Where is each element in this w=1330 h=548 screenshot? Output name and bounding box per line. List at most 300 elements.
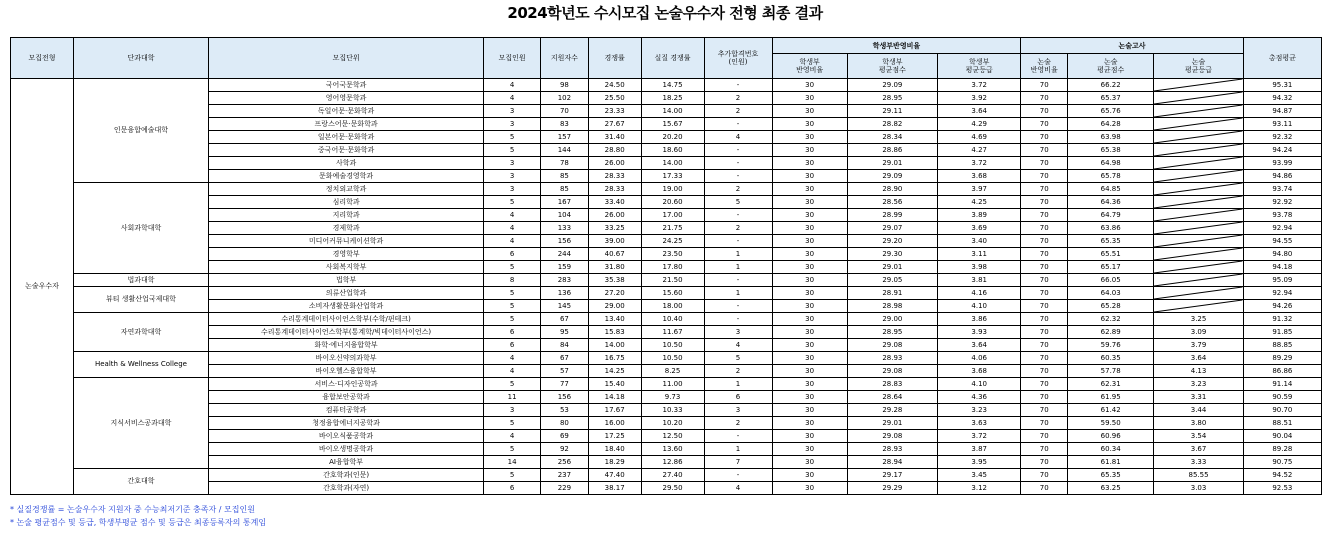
essay-ratio-cell: 70 xyxy=(1021,79,1068,92)
school-score-cell: 29.08 xyxy=(847,430,937,443)
quota-cell: 6 xyxy=(484,339,541,352)
header-school-score: 학생부 평균점수 xyxy=(847,54,937,79)
quota-cell: 3 xyxy=(484,157,541,170)
header-real-competition: 실질 경쟁률 xyxy=(641,38,704,79)
college-cell: Health & Wellness College xyxy=(73,352,208,378)
dept-cell: 바이오헬스융합학부 xyxy=(209,365,484,378)
total-average-cell: 90.59 xyxy=(1243,391,1321,404)
header-competition: 경쟁률 xyxy=(588,38,641,79)
school-ratio-cell: 30 xyxy=(772,222,847,235)
competition-cell: 17.67 xyxy=(588,404,641,417)
dept-cell: 서비스·디자인공학과 xyxy=(209,378,484,391)
essay-score-cell: 62.89 xyxy=(1068,326,1154,339)
quota-cell: 4 xyxy=(484,222,541,235)
school-score-cell: 28.90 xyxy=(847,183,937,196)
school-score-cell: 29.09 xyxy=(847,170,937,183)
essay-score-cell: 57.78 xyxy=(1068,365,1154,378)
dept-cell: 수리통계데이터사이언스학부(통계학/빅데이터사이언스) xyxy=(209,326,484,339)
extra-admission-cell: 5 xyxy=(704,352,772,365)
essay-ratio-cell: 70 xyxy=(1021,274,1068,287)
header-essay-grade: 논술 평균등급 xyxy=(1154,54,1243,79)
school-ratio-cell: 30 xyxy=(772,378,847,391)
school-grade-cell: 3.68 xyxy=(938,170,1021,183)
footnote-statistics: * 논술 평균점수 및 등급, 학생부평균 점수 및 등급은 최종등록자의 통계임 xyxy=(10,518,267,527)
college-cell: 자연과학대학 xyxy=(73,313,208,352)
total-average-cell: 88.85 xyxy=(1243,339,1321,352)
school-grade-cell: 3.95 xyxy=(938,456,1021,469)
school-ratio-cell: 30 xyxy=(772,430,847,443)
applicants-cell: 70 xyxy=(541,105,589,118)
extra-admission-cell: - xyxy=(704,300,772,313)
school-score-cell: 29.17 xyxy=(847,469,937,482)
quota-cell: 4 xyxy=(484,209,541,222)
extra-admission-cell: 1 xyxy=(704,378,772,391)
real-competition-cell: 10.40 xyxy=(641,313,704,326)
essay-grade-not-applicable xyxy=(1154,92,1243,105)
total-average-cell: 91.14 xyxy=(1243,378,1321,391)
competition-cell: 28.33 xyxy=(588,183,641,196)
essay-grade-not-applicable xyxy=(1154,170,1243,183)
extra-admission-cell: - xyxy=(704,170,772,183)
school-score-cell: 29.20 xyxy=(847,235,937,248)
applicants-cell: 167 xyxy=(541,196,589,209)
table-row xyxy=(11,313,1322,326)
essay-grade-cell: 3.80 xyxy=(1154,417,1243,430)
competition-cell: 18.40 xyxy=(588,443,641,456)
footnote-real-competition: * 실질경쟁률 = 논술우수자 지원자 중 수능최저기준 충족자 / 모집인원 xyxy=(10,505,255,514)
essay-grade-cell: 3.44 xyxy=(1154,404,1243,417)
quota-cell: 5 xyxy=(484,287,541,300)
quota-cell: 4 xyxy=(484,92,541,105)
essay-grade-not-applicable xyxy=(1154,235,1243,248)
essay-score-cell: 66.05 xyxy=(1068,274,1154,287)
quota-cell: 5 xyxy=(484,144,541,157)
school-ratio-cell: 30 xyxy=(772,339,847,352)
school-score-cell: 29.11 xyxy=(847,105,937,118)
total-average-cell: 93.78 xyxy=(1243,209,1321,222)
school-score-cell: 28.94 xyxy=(847,456,937,469)
essay-grade-not-applicable xyxy=(1154,287,1243,300)
school-score-cell: 28.91 xyxy=(847,287,937,300)
essay-ratio-cell: 70 xyxy=(1021,209,1068,222)
essay-score-cell: 65.78 xyxy=(1068,170,1154,183)
essay-ratio-cell: 70 xyxy=(1021,326,1068,339)
applicants-cell: 83 xyxy=(541,118,589,131)
track-cell: 논술우수자 xyxy=(11,79,74,495)
dept-cell: 지리학과 xyxy=(209,209,484,222)
total-average-cell: 91.32 xyxy=(1243,313,1321,326)
school-ratio-cell: 30 xyxy=(772,131,847,144)
total-average-cell: 92.94 xyxy=(1243,222,1321,235)
school-grade-cell: 3.93 xyxy=(938,326,1021,339)
school-grade-cell: 3.87 xyxy=(938,443,1021,456)
total-average-cell: 90.04 xyxy=(1243,430,1321,443)
essay-score-cell: 65.35 xyxy=(1068,235,1154,248)
real-competition-cell: 20.60 xyxy=(641,196,704,209)
header-quota: 모집인원 xyxy=(484,38,541,79)
extra-admission-cell: 3 xyxy=(704,326,772,339)
college-cell: 법과대학 xyxy=(73,274,208,287)
essay-score-cell: 64.98 xyxy=(1068,157,1154,170)
essay-grade-cell: 3.79 xyxy=(1154,339,1243,352)
essay-ratio-cell: 70 xyxy=(1021,443,1068,456)
quota-cell: 5 xyxy=(484,261,541,274)
school-ratio-cell: 30 xyxy=(772,144,847,157)
school-ratio-cell: 30 xyxy=(772,105,847,118)
dept-cell: 프랑스어문·문화학과 xyxy=(209,118,484,131)
school-score-cell: 28.64 xyxy=(847,391,937,404)
real-competition-cell: 15.60 xyxy=(641,287,704,300)
total-average-cell: 94.18 xyxy=(1243,261,1321,274)
competition-cell: 40.67 xyxy=(588,248,641,261)
school-grade-cell: 3.23 xyxy=(938,404,1021,417)
essay-grade-not-applicable xyxy=(1154,131,1243,144)
results-table xyxy=(10,37,1322,495)
real-competition-cell: 23.50 xyxy=(641,248,704,261)
quota-cell: 3 xyxy=(484,170,541,183)
dept-cell: 국어국문학과 xyxy=(209,79,484,92)
applicants-cell: 133 xyxy=(541,222,589,235)
applicants-cell: 237 xyxy=(541,469,589,482)
total-average-cell: 94.26 xyxy=(1243,300,1321,313)
total-average-cell: 95.09 xyxy=(1243,274,1321,287)
college-cell: 간호대학 xyxy=(73,469,208,495)
essay-score-cell: 59.50 xyxy=(1068,417,1154,430)
applicants-cell: 156 xyxy=(541,391,589,404)
competition-cell: 14.18 xyxy=(588,391,641,404)
extra-admission-cell: - xyxy=(704,469,772,482)
essay-ratio-cell: 70 xyxy=(1021,417,1068,430)
quota-cell: 3 xyxy=(484,105,541,118)
competition-cell: 28.80 xyxy=(588,144,641,157)
school-grade-cell: 3.40 xyxy=(938,235,1021,248)
table-row xyxy=(11,79,1322,92)
real-competition-cell: 11.67 xyxy=(641,326,704,339)
total-average-cell: 95.31 xyxy=(1243,79,1321,92)
school-grade-cell: 3.64 xyxy=(938,105,1021,118)
real-competition-cell: 10.50 xyxy=(641,339,704,352)
applicants-cell: 136 xyxy=(541,287,589,300)
school-grade-cell: 4.69 xyxy=(938,131,1021,144)
header-essay-score: 논술 평균점수 xyxy=(1068,54,1154,79)
essay-ratio-cell: 70 xyxy=(1021,404,1068,417)
real-competition-cell: 21.50 xyxy=(641,274,704,287)
extra-admission-cell: - xyxy=(704,209,772,222)
dept-cell: 심리학과 xyxy=(209,196,484,209)
school-ratio-cell: 30 xyxy=(772,235,847,248)
competition-cell: 28.33 xyxy=(588,170,641,183)
dept-cell: 일본어문·문화학과 xyxy=(209,131,484,144)
school-score-cell: 29.08 xyxy=(847,339,937,352)
essay-score-cell: 65.28 xyxy=(1068,300,1154,313)
essay-score-cell: 62.32 xyxy=(1068,313,1154,326)
real-competition-cell: 29.50 xyxy=(641,482,704,495)
school-ratio-cell: 30 xyxy=(772,326,847,339)
school-grade-cell: 3.45 xyxy=(938,469,1021,482)
total-average-cell: 92.94 xyxy=(1243,287,1321,300)
applicants-cell: 80 xyxy=(541,417,589,430)
applicants-cell: 67 xyxy=(541,352,589,365)
essay-score-cell: 63.98 xyxy=(1068,131,1154,144)
applicants-cell: 92 xyxy=(541,443,589,456)
competition-cell: 26.00 xyxy=(588,209,641,222)
competition-cell: 24.50 xyxy=(588,79,641,92)
total-average-cell: 94.32 xyxy=(1243,92,1321,105)
school-score-cell: 29.07 xyxy=(847,222,937,235)
total-average-cell: 89.28 xyxy=(1243,443,1321,456)
school-ratio-cell: 30 xyxy=(772,417,847,430)
applicants-cell: 283 xyxy=(541,274,589,287)
school-grade-cell: 3.92 xyxy=(938,92,1021,105)
essay-score-cell: 65.51 xyxy=(1068,248,1154,261)
essay-grade-cell: 3.25 xyxy=(1154,313,1243,326)
essay-grade-cell: 3.33 xyxy=(1154,456,1243,469)
applicants-cell: 244 xyxy=(541,248,589,261)
essay-grade-not-applicable xyxy=(1154,144,1243,157)
quota-cell: 5 xyxy=(484,313,541,326)
extra-admission-cell: 2 xyxy=(704,92,772,105)
essay-grade-not-applicable xyxy=(1154,248,1243,261)
school-ratio-cell: 30 xyxy=(772,261,847,274)
results-body xyxy=(11,79,1322,495)
essay-ratio-cell: 70 xyxy=(1021,105,1068,118)
table-row xyxy=(11,352,1322,365)
school-grade-cell: 3.97 xyxy=(938,183,1021,196)
applicants-cell: 78 xyxy=(541,157,589,170)
applicants-cell: 84 xyxy=(541,339,589,352)
essay-score-cell: 64.85 xyxy=(1068,183,1154,196)
essay-ratio-cell: 70 xyxy=(1021,352,1068,365)
extra-admission-cell: 1 xyxy=(704,443,772,456)
quota-cell: 3 xyxy=(484,118,541,131)
school-ratio-cell: 30 xyxy=(772,274,847,287)
school-score-cell: 29.00 xyxy=(847,313,937,326)
competition-cell: 18.29 xyxy=(588,456,641,469)
school-score-cell: 28.34 xyxy=(847,131,937,144)
college-cell: 인문융합예술대학 xyxy=(73,79,208,183)
essay-ratio-cell: 70 xyxy=(1021,157,1068,170)
essay-ratio-cell: 70 xyxy=(1021,456,1068,469)
school-grade-cell: 4.29 xyxy=(938,118,1021,131)
school-ratio-cell: 30 xyxy=(772,248,847,261)
real-competition-cell: 19.00 xyxy=(641,183,704,196)
essay-grade-not-applicable xyxy=(1154,157,1243,170)
extra-admission-cell: 4 xyxy=(704,482,772,495)
quota-cell: 3 xyxy=(484,183,541,196)
essay-score-cell: 63.86 xyxy=(1068,222,1154,235)
quota-cell: 4 xyxy=(484,352,541,365)
extra-admission-cell: 3 xyxy=(704,404,772,417)
essay-score-cell: 61.95 xyxy=(1068,391,1154,404)
school-score-cell: 29.05 xyxy=(847,274,937,287)
real-competition-cell: 12.86 xyxy=(641,456,704,469)
real-competition-cell: 17.00 xyxy=(641,209,704,222)
school-grade-cell: 3.98 xyxy=(938,261,1021,274)
school-grade-cell: 4.27 xyxy=(938,144,1021,157)
header-school-grade: 학생부 평균등급 xyxy=(938,54,1021,79)
school-score-cell: 29.28 xyxy=(847,404,937,417)
essay-grade-not-applicable xyxy=(1154,261,1243,274)
quota-cell: 3 xyxy=(484,404,541,417)
competition-cell: 23.33 xyxy=(588,105,641,118)
quota-cell: 11 xyxy=(484,391,541,404)
school-grade-cell: 3.72 xyxy=(938,430,1021,443)
applicants-cell: 53 xyxy=(541,404,589,417)
competition-cell: 47.40 xyxy=(588,469,641,482)
real-competition-cell: 18.00 xyxy=(641,300,704,313)
school-grade-cell: 3.64 xyxy=(938,339,1021,352)
dept-cell: 경제학과 xyxy=(209,222,484,235)
school-score-cell: 29.29 xyxy=(847,482,937,495)
school-grade-cell: 3.12 xyxy=(938,482,1021,495)
table-row xyxy=(11,287,1322,300)
extra-admission-cell: 2 xyxy=(704,222,772,235)
school-ratio-cell: 30 xyxy=(772,391,847,404)
college-cell: 지식서비스공과대학 xyxy=(73,378,208,469)
school-score-cell: 28.83 xyxy=(847,378,937,391)
dept-cell: 사학과 xyxy=(209,157,484,170)
school-grade-cell: 3.89 xyxy=(938,209,1021,222)
real-competition-cell: 14.75 xyxy=(641,79,704,92)
quota-cell: 6 xyxy=(484,248,541,261)
competition-cell: 35.38 xyxy=(588,274,641,287)
applicants-cell: 67 xyxy=(541,313,589,326)
essay-score-cell: 66.22 xyxy=(1068,79,1154,92)
essay-grade-cell: 3.09 xyxy=(1154,326,1243,339)
essay-score-cell: 64.28 xyxy=(1068,118,1154,131)
essay-score-cell: 60.96 xyxy=(1068,430,1154,443)
dept-cell: 소비자생활문화산업학과 xyxy=(209,300,484,313)
competition-cell: 38.17 xyxy=(588,482,641,495)
essay-score-cell: 59.76 xyxy=(1068,339,1154,352)
essay-score-cell: 64.79 xyxy=(1068,209,1154,222)
essay-ratio-cell: 70 xyxy=(1021,482,1068,495)
dept-cell: 간호학과(인문) xyxy=(209,469,484,482)
real-competition-cell: 21.75 xyxy=(641,222,704,235)
school-ratio-cell: 30 xyxy=(772,118,847,131)
essay-score-cell: 60.35 xyxy=(1068,352,1154,365)
extra-admission-cell: - xyxy=(704,118,772,131)
extra-admission-cell: - xyxy=(704,79,772,92)
essay-grade-cell: 3.67 xyxy=(1154,443,1243,456)
header-total-average: 총점평균 xyxy=(1243,38,1321,79)
extra-admission-cell: 7 xyxy=(704,456,772,469)
quota-cell: 5 xyxy=(484,469,541,482)
applicants-cell: 98 xyxy=(541,79,589,92)
competition-cell: 25.50 xyxy=(588,92,641,105)
school-grade-cell: 3.69 xyxy=(938,222,1021,235)
total-average-cell: 94.55 xyxy=(1243,235,1321,248)
applicants-cell: 104 xyxy=(541,209,589,222)
quota-cell: 14 xyxy=(484,456,541,469)
essay-score-cell: 61.81 xyxy=(1068,456,1154,469)
total-average-cell: 92.32 xyxy=(1243,131,1321,144)
school-ratio-cell: 30 xyxy=(772,92,847,105)
quota-cell: 8 xyxy=(484,274,541,287)
essay-score-cell: 63.25 xyxy=(1068,482,1154,495)
essay-grade-cell: 4.13 xyxy=(1154,365,1243,378)
applicants-cell: 156 xyxy=(541,235,589,248)
dept-cell: 간호학과(자연) xyxy=(209,482,484,495)
applicants-cell: 145 xyxy=(541,300,589,313)
essay-ratio-cell: 70 xyxy=(1021,313,1068,326)
essay-score-cell: 64.36 xyxy=(1068,196,1154,209)
total-average-cell: 94.80 xyxy=(1243,248,1321,261)
essay-ratio-cell: 70 xyxy=(1021,430,1068,443)
essay-grade-not-applicable xyxy=(1154,300,1243,313)
real-competition-cell: 8.25 xyxy=(641,365,704,378)
essay-ratio-cell: 70 xyxy=(1021,287,1068,300)
applicants-cell: 144 xyxy=(541,144,589,157)
total-average-cell: 93.74 xyxy=(1243,183,1321,196)
extra-admission-cell: - xyxy=(704,157,772,170)
page-title: 2024학년도 수시모집 논술우수자 전형 최종 결과 xyxy=(507,4,823,22)
header-essay-group: 논술고사 xyxy=(1021,38,1243,54)
school-grade-cell: 3.86 xyxy=(938,313,1021,326)
header-school-ratio: 학생부 반영비율 xyxy=(772,54,847,79)
real-competition-cell: 10.20 xyxy=(641,417,704,430)
dept-cell: AI융합학부 xyxy=(209,456,484,469)
school-score-cell: 28.95 xyxy=(847,326,937,339)
essay-score-cell: 60.34 xyxy=(1068,443,1154,456)
essay-grade-not-applicable xyxy=(1154,183,1243,196)
dept-cell: 수리통계데이터사이언스학부(수학/핀테크) xyxy=(209,313,484,326)
school-ratio-cell: 30 xyxy=(772,196,847,209)
dept-cell: 법학부 xyxy=(209,274,484,287)
dept-cell: 정치외교학과 xyxy=(209,183,484,196)
school-score-cell: 28.99 xyxy=(847,209,937,222)
applicants-cell: 77 xyxy=(541,378,589,391)
essay-grade-not-applicable xyxy=(1154,274,1243,287)
school-ratio-cell: 30 xyxy=(772,456,847,469)
school-grade-cell: 3.11 xyxy=(938,248,1021,261)
school-score-cell: 28.98 xyxy=(847,300,937,313)
school-ratio-cell: 30 xyxy=(772,287,847,300)
dept-cell: 바이오생명공학과 xyxy=(209,443,484,456)
essay-ratio-cell: 70 xyxy=(1021,131,1068,144)
dept-cell: 경영학부 xyxy=(209,248,484,261)
total-average-cell: 86.86 xyxy=(1243,365,1321,378)
footnotes xyxy=(10,503,266,529)
applicants-cell: 85 xyxy=(541,183,589,196)
total-average-cell: 93.11 xyxy=(1243,118,1321,131)
applicants-cell: 157 xyxy=(541,131,589,144)
school-score-cell: 28.86 xyxy=(847,144,937,157)
college-cell: 사회과학대학 xyxy=(73,183,208,274)
school-score-cell: 28.95 xyxy=(847,92,937,105)
essay-ratio-cell: 70 xyxy=(1021,469,1068,482)
quota-cell: 5 xyxy=(484,443,541,456)
dept-cell: 바이오신약의과학부 xyxy=(209,352,484,365)
college-cell: 뷰티 생활산업국제대학 xyxy=(73,287,208,313)
school-grade-cell: 3.68 xyxy=(938,365,1021,378)
real-competition-cell: 14.00 xyxy=(641,105,704,118)
quota-cell: 5 xyxy=(484,300,541,313)
extra-admission-cell: - xyxy=(704,144,772,157)
school-ratio-cell: 30 xyxy=(772,313,847,326)
dept-cell: 바이오식품공학과 xyxy=(209,430,484,443)
applicants-cell: 229 xyxy=(541,482,589,495)
competition-cell: 31.40 xyxy=(588,131,641,144)
essay-ratio-cell: 70 xyxy=(1021,365,1068,378)
header-type: 모집전형 xyxy=(11,38,74,79)
real-competition-cell: 17.80 xyxy=(641,261,704,274)
essay-grade-not-applicable xyxy=(1154,209,1243,222)
essay-ratio-cell: 70 xyxy=(1021,339,1068,352)
school-ratio-cell: 30 xyxy=(772,170,847,183)
school-grade-cell: 3.81 xyxy=(938,274,1021,287)
school-ratio-cell: 30 xyxy=(772,482,847,495)
